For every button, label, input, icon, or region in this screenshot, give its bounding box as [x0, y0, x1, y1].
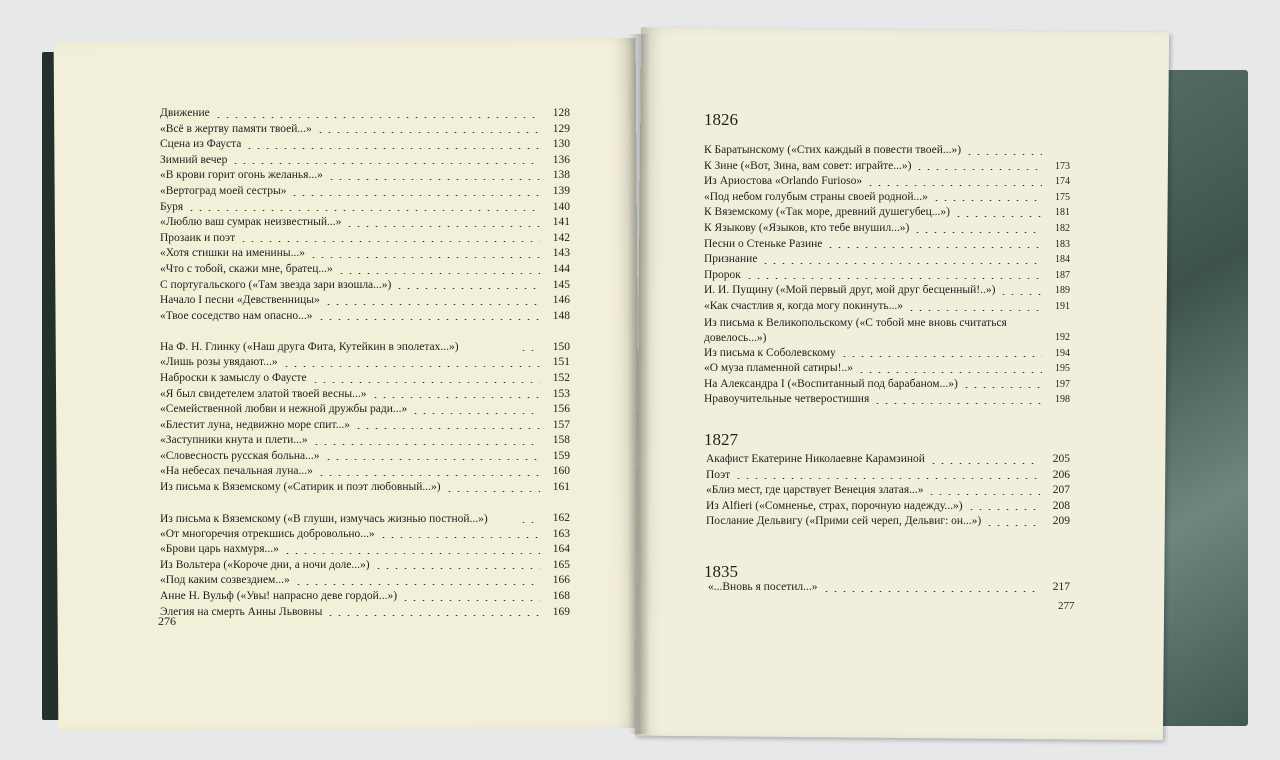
toc-entry-title: «Под небом голубым страны своей родной...» — [704, 190, 928, 203]
dot-leader — [282, 366, 540, 367]
dot-leader — [317, 319, 540, 320]
toc-entry-title: К Языкову («Языков, кто тебе внушил...») — [704, 221, 910, 234]
toc-entry-title: Песни о Стеньке Разине — [704, 237, 823, 250]
dot-leader — [231, 163, 540, 164]
toc-entry-page: 160 — [552, 465, 570, 478]
toc-entry-page: 191 — [1055, 300, 1070, 312]
toc-entry-page: 144 — [552, 262, 570, 275]
toc-entry — [160, 387, 570, 403]
toc-entry — [160, 402, 570, 418]
toc-entry — [704, 346, 1070, 362]
toc-entry-title: Пророк — [704, 268, 741, 281]
right-toc-list-1826 — [704, 143, 1070, 408]
toc-entry-page: 205 — [1052, 453, 1070, 465]
left-page-number: 276 — [158, 614, 176, 628]
dot-leader — [873, 403, 1042, 404]
toc-entry-page: 148 — [552, 309, 570, 322]
toc-entry — [706, 483, 1070, 499]
toc-entry-title: «Всё в жертву памяти твоей...» — [160, 122, 312, 135]
toc-entry — [160, 496, 570, 527]
dot-leader — [401, 600, 540, 601]
toc-entry-page: 162 — [552, 512, 570, 525]
toc-entry-title: «Словесность русская больна...» — [160, 449, 320, 462]
toc-entry-page: 158 — [552, 434, 570, 447]
toc-entry-page: 174 — [1055, 176, 1070, 188]
toc-entry-page: 130 — [552, 138, 570, 151]
toc-entry-title: «О муза пламенной сатиры!..» — [704, 362, 853, 375]
toc-entry-page: 161 — [552, 481, 570, 494]
toc-entry-title: «Твое соседство нам опасно...» — [160, 309, 313, 322]
dot-leader — [294, 584, 540, 585]
toc-entry-page: 189 — [1055, 285, 1070, 297]
toc-entry — [160, 480, 570, 496]
year-heading-1827: 1827 — [704, 430, 738, 449]
dot-leader — [337, 273, 540, 274]
dot-leader — [927, 494, 1040, 495]
toc-entry-title: На Ф. Н. Глинку («Наш друга Фита, Кутейкин в эполетах...») — [160, 341, 459, 354]
toc-entry — [704, 237, 1070, 253]
dot-leader — [929, 463, 1040, 464]
toc-entry — [160, 589, 570, 605]
toc-entry-page: 192 — [1055, 331, 1070, 343]
toc-entry-title: Наброски к замыслу о Фаусте — [160, 371, 307, 384]
dot-leader — [519, 350, 540, 351]
toc-entry-title: «Семейственной любви и нежной дружбы ради...» — [160, 403, 408, 416]
dot-leader — [734, 478, 1040, 479]
toc-entry — [160, 122, 570, 138]
toc-entry — [160, 355, 570, 371]
toc-entry — [704, 299, 1070, 315]
dot-leader — [345, 226, 540, 227]
toc-entry — [160, 573, 570, 589]
toc-entry — [160, 168, 570, 184]
toc-entry — [704, 143, 1070, 159]
toc-entry-page: 164 — [552, 543, 570, 556]
dot-leader — [915, 169, 1042, 170]
toc-entry — [160, 324, 570, 355]
toc-entry — [706, 452, 1070, 468]
toc-entry-title: Сцена из Фауста — [160, 138, 242, 151]
dot-leader — [857, 372, 1042, 373]
dot-leader — [354, 428, 540, 429]
toc-entry — [706, 468, 1070, 484]
left-toc-list — [160, 106, 570, 620]
toc-entry — [704, 221, 1070, 237]
toc-entry-page: 187 — [1055, 269, 1070, 281]
toc-entry — [704, 205, 1070, 221]
year-heading-1835: 1835 — [704, 562, 738, 581]
toc-entry — [704, 315, 1070, 346]
toc-entry — [160, 605, 570, 621]
toc-entry — [160, 449, 570, 465]
toc-entry-page: 150 — [552, 340, 570, 353]
dot-leader — [954, 216, 1042, 217]
toc-entry-title: Из письма к Соболевскому — [704, 346, 836, 359]
toc-entry-title: «Блестит луна, недвижно море спит...» — [160, 418, 350, 431]
dot-leader — [967, 509, 1040, 510]
dot-leader — [445, 491, 540, 492]
dot-leader — [985, 525, 1040, 526]
toc-entry — [160, 200, 570, 216]
toc-entry — [708, 580, 1070, 596]
toc-entry-page: 208 — [1052, 499, 1070, 512]
dot-leader — [745, 278, 1042, 279]
dot-leader — [965, 154, 1042, 155]
right-page-number: 277 — [1058, 600, 1075, 612]
toc-entry-page: 143 — [552, 247, 570, 260]
toc-entry-page: 183 — [1055, 238, 1070, 250]
toc-entry-title: К Вяземскому («Так море, древний душегубец...») — [704, 206, 950, 219]
toc-entry — [160, 542, 570, 558]
toc-entry — [704, 283, 1070, 299]
toc-entry — [706, 514, 1070, 530]
toc-entry-title: «Лишь розы увядают...» — [160, 356, 278, 369]
dot-leader — [245, 148, 540, 149]
dot-leader — [290, 195, 540, 196]
toc-entry-title: «Брови царь нахмуря...» — [160, 543, 279, 556]
toc-entry — [160, 527, 570, 543]
toc-entry-page: 157 — [552, 418, 570, 431]
toc-entry-page: 136 — [552, 153, 570, 166]
toc-entry-title: «Хотя стишки на именины...» — [160, 247, 305, 260]
toc-entry-title: «От многоречия отрекшись добровольно...» — [160, 527, 375, 540]
toc-entry — [704, 252, 1070, 268]
toc-entry — [160, 153, 570, 169]
dot-leader — [316, 132, 540, 133]
toc-entry-page: 195 — [1055, 363, 1070, 375]
toc-entry — [160, 558, 570, 574]
toc-entry-page: 173 — [1055, 160, 1070, 172]
toc-entry — [704, 174, 1070, 190]
dot-leader — [239, 241, 540, 242]
dot-leader — [309, 257, 540, 258]
dot-leader — [932, 200, 1042, 201]
dot-leader — [327, 179, 540, 180]
toc-entry-title: «Близ мест, где царствует Венеция златая...» — [706, 484, 924, 497]
dot-leader — [840, 356, 1042, 357]
toc-entry-title: «Под каким созвездием...» — [160, 574, 290, 587]
toc-entry — [160, 371, 570, 387]
dot-leader — [822, 591, 1041, 592]
toc-entry-title: Из письма к Вяземскому («Сатирик и поэт любовный...») — [160, 481, 441, 494]
toc-entry-page: 146 — [552, 294, 570, 307]
dot-leader — [907, 310, 1042, 311]
toc-entry — [704, 392, 1070, 408]
toc-entry — [160, 293, 570, 309]
toc-entry — [704, 361, 1070, 377]
toc-entry-title: «Что с тобой, скажи мне, братец...» — [160, 262, 333, 275]
toc-entry — [160, 246, 570, 262]
dot-leader — [374, 568, 540, 569]
toc-entry-page: 138 — [552, 169, 570, 182]
toc-entry-title: «Заступники кнута и плети...» — [160, 434, 308, 447]
toc-entry-title: Акафист Екатерине Николаевне Карамзиной — [706, 453, 925, 465]
toc-entry-title: Из письма к Великопольскому («С тобой мне вновь считаться довелось...») — [704, 316, 1007, 344]
dot-leader — [324, 304, 540, 305]
dot-leader — [371, 397, 540, 398]
toc-entry-title: «Вертоград моей сестры» — [160, 184, 287, 197]
toc-entry-page: 168 — [552, 590, 570, 603]
dot-leader — [317, 475, 540, 476]
toc-entry-page: 194 — [1055, 347, 1070, 359]
right-toc-list-1835 — [708, 580, 1070, 596]
toc-entry-page: 140 — [552, 200, 570, 213]
toc-entry-page: 152 — [552, 371, 570, 384]
toc-entry — [704, 159, 1070, 175]
dot-leader — [913, 232, 1042, 233]
toc-entry-page: 128 — [552, 107, 570, 119]
toc-entry — [160, 418, 570, 434]
dot-leader — [283, 553, 540, 554]
right-toc-list-1827 — [706, 452, 1070, 530]
toc-entry — [160, 137, 570, 153]
toc-entry-page: 181 — [1055, 207, 1070, 219]
toc-entry — [704, 377, 1070, 393]
toc-entry-title: Нравоучительные четверостишия — [704, 393, 870, 406]
toc-entry-page: 206 — [1052, 468, 1070, 481]
toc-entry-page: 141 — [552, 216, 570, 229]
toc-entry-title: Из Вольтера («Короче дни, а ночи доле...») — [160, 558, 370, 571]
dot-leader — [962, 387, 1042, 388]
toc-entry-page: 163 — [552, 527, 570, 540]
toc-entry-title: Буря — [160, 200, 184, 213]
toc-entry-title: «...Вновь я посетил...» — [708, 581, 818, 593]
toc-entry-title: «На небесах печальная луна...» — [160, 465, 313, 478]
toc-entry — [160, 309, 570, 325]
dot-leader — [761, 263, 1042, 264]
toc-entry-page: 159 — [552, 449, 570, 462]
toc-entry-page: 166 — [552, 574, 570, 587]
toc-entry-page: 142 — [552, 231, 570, 244]
toc-entry-title: Зимний вечер — [160, 153, 228, 166]
toc-entry-title: К Баратынскому («Стих каждый в повести твоей...») — [704, 144, 962, 156]
toc-entry — [160, 262, 570, 278]
year-heading-1826: 1826 — [704, 110, 738, 129]
toc-entry-page: 217 — [1052, 581, 1070, 593]
toc-entry — [706, 499, 1070, 515]
dot-leader — [187, 210, 540, 211]
dot-leader — [519, 522, 540, 523]
toc-entry-title: На Александра I («Воспитанный под барабаном...») — [704, 377, 958, 390]
toc-entry-title: Из Alfieri («Сомненье, страх, порочную надежду...») — [706, 499, 963, 512]
toc-entry — [704, 190, 1070, 206]
toc-entry-page: 165 — [552, 558, 570, 571]
dot-leader — [999, 294, 1042, 295]
toc-entry-title: Поэт — [706, 468, 731, 481]
toc-entry-title: «Люблю ваш сумрак неизвестный...» — [160, 216, 342, 229]
toc-entry-page: 184 — [1055, 254, 1070, 266]
dot-leader — [411, 413, 540, 414]
toc-entry-page: 145 — [552, 278, 570, 291]
toc-entry-page: 198 — [1055, 394, 1070, 406]
toc-entry-title: Движение — [160, 107, 210, 119]
toc-entry-title: С португальского («Там звезда зари взошла...») — [160, 278, 392, 291]
toc-entry — [160, 464, 570, 480]
dot-leader — [826, 247, 1042, 248]
toc-entry-page: 151 — [552, 356, 570, 369]
toc-entry-title: Послание Дельвигу («Прими сей череп, Дельвиг: он...») — [706, 515, 982, 528]
toc-entry-title: Признание — [704, 253, 758, 266]
toc-entry-page: 175 — [1055, 191, 1070, 203]
dot-leader — [379, 537, 540, 538]
toc-entry-title: «Как счастлив я, когда могу покинуть...» — [704, 299, 903, 312]
toc-entry-title: Из Ариостова «Orlando Furioso» — [704, 175, 863, 188]
toc-entry-page: 209 — [1052, 515, 1070, 528]
dot-leader — [866, 185, 1042, 186]
toc-entry — [160, 231, 570, 247]
toc-entry-page: 197 — [1055, 378, 1070, 390]
toc-entry — [704, 268, 1070, 284]
toc-entry-title: Из письма к Вяземскому («В глуши, измучась жизнью постной...») — [160, 512, 488, 525]
toc-entry-title: К Зине («Вот, Зина, вам совет: играйте...») — [704, 159, 912, 172]
toc-entry-title: Анне Н. Вульф («Увы! напрасно деве гордой...») — [160, 590, 398, 603]
toc-entry-page: 207 — [1052, 484, 1070, 497]
toc-entry — [160, 215, 570, 231]
dot-leader — [395, 288, 540, 289]
toc-entry-page: 153 — [552, 387, 570, 400]
toc-entry-title: «Я был свидетелем златой твоей весны...» — [160, 387, 367, 400]
toc-entry-page: 129 — [552, 122, 570, 135]
toc-entry — [160, 433, 570, 449]
toc-entry-title: Элегия на смерть Анны Львовны — [160, 605, 323, 618]
toc-entry-title: Начало I песни «Девственницы» — [160, 294, 320, 307]
toc-entry-page: 182 — [1055, 222, 1070, 234]
toc-entry-page: 169 — [552, 605, 570, 618]
dot-leader — [214, 117, 540, 118]
toc-entry-title: Прозаик и поэт — [160, 231, 236, 244]
toc-entry — [160, 278, 570, 294]
dot-leader — [326, 615, 540, 616]
dot-leader — [324, 459, 540, 460]
book-gutter — [628, 34, 650, 734]
toc-entry — [160, 106, 570, 122]
dot-leader — [312, 444, 540, 445]
toc-entry-page: 156 — [552, 403, 570, 416]
toc-entry-title: «В крови горит огонь желанья...» — [160, 169, 323, 182]
dot-leader — [311, 382, 540, 383]
toc-entry-title: И. И. Пущину («Мой первый друг, мой друг бесценный!..») — [704, 284, 996, 297]
toc-entry — [160, 184, 570, 200]
toc-entry-page: 139 — [552, 184, 570, 197]
